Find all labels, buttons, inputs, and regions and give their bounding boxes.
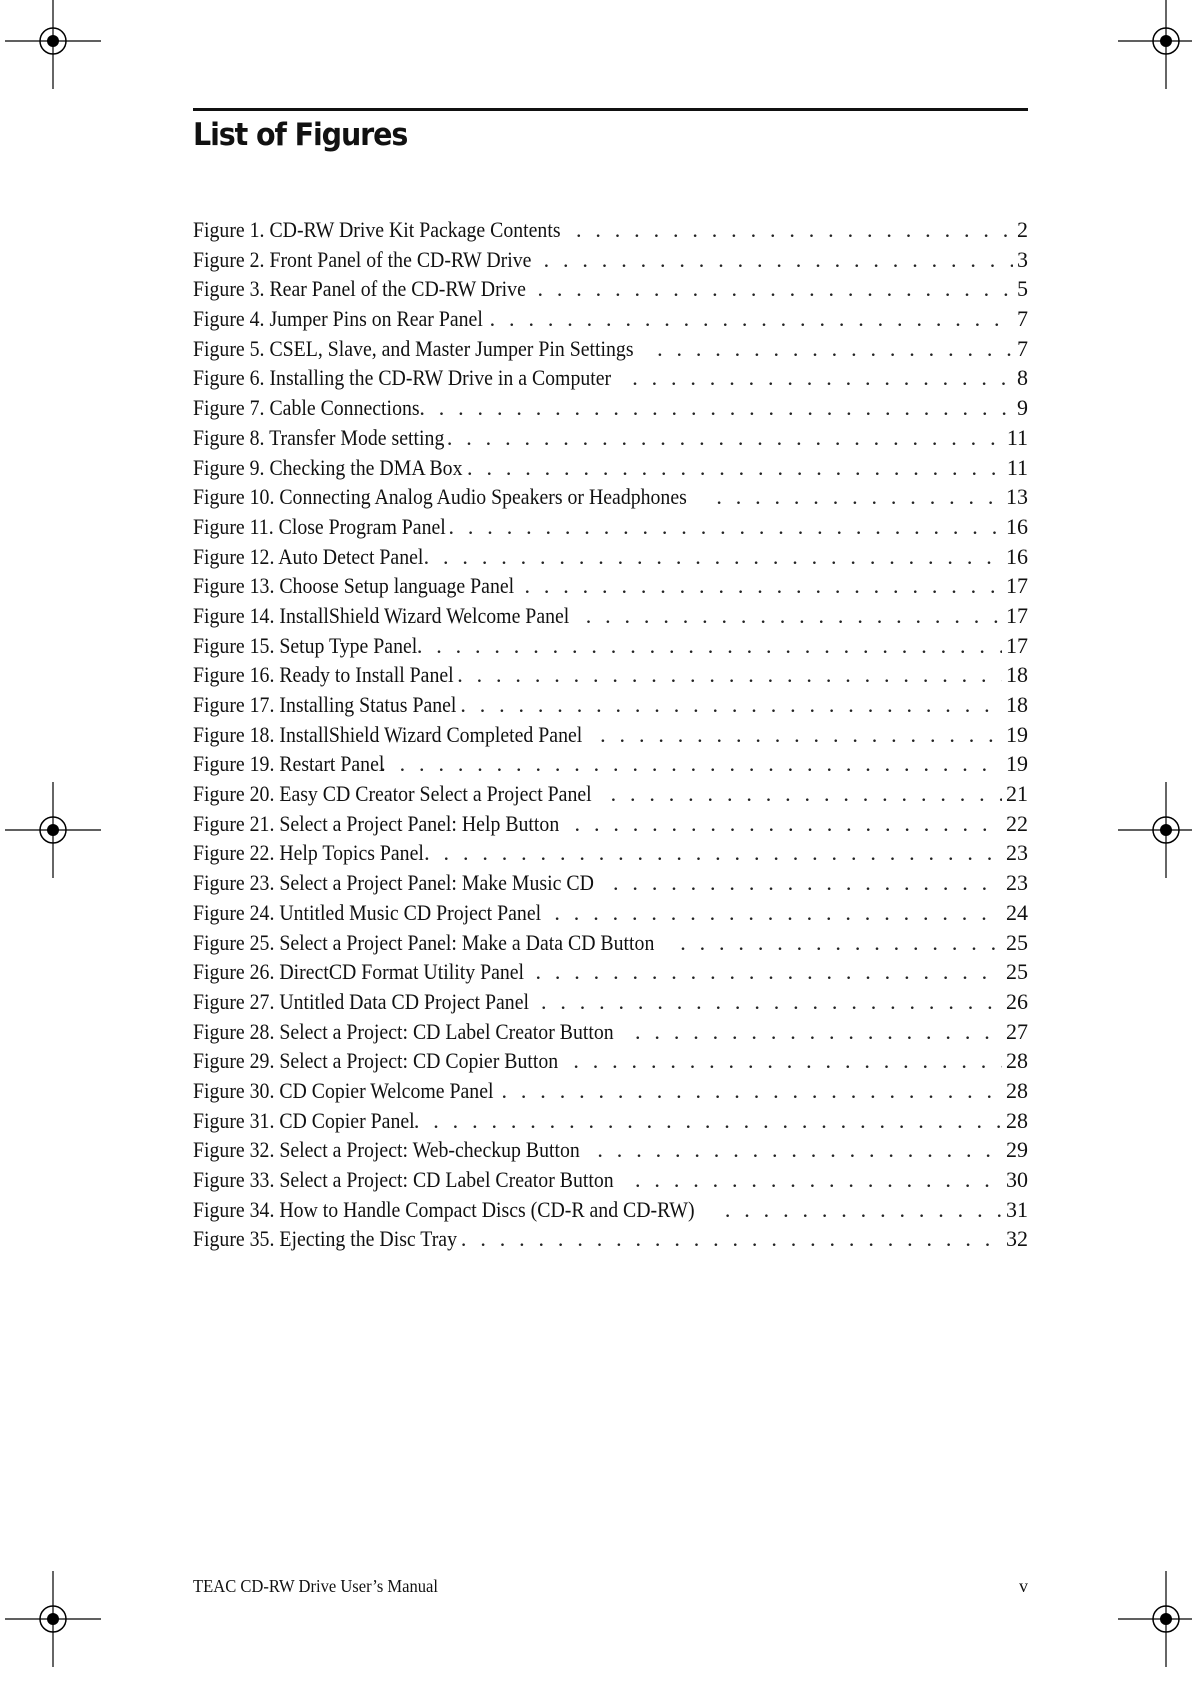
dot-leader: [672, 928, 1002, 958]
registration-mark-icon: [1118, 0, 1192, 89]
figure-label: Figure 4. Jumper Pins on Rear Panel: [193, 306, 483, 332]
figure-label: Figure 9. Checking the DMA Box: [193, 454, 463, 480]
dot-leader: [546, 898, 1002, 928]
figure-page-number: 30: [1006, 1167, 1028, 1192]
figure-entry[interactable]: [193, 245, 1028, 275]
figure-page-number: 5: [1017, 276, 1028, 302]
figure-entry[interactable]: [193, 304, 1028, 334]
page-title: List of Figures: [193, 117, 408, 153]
figure-page-number: 17: [1006, 632, 1028, 658]
registration-mark-icon: [5, 1571, 101, 1667]
figure-page-number: 28: [1006, 1077, 1028, 1103]
figure-page-number: 17: [1006, 573, 1028, 599]
figure-label: Figure 30. CD Copier Welcome Panel: [193, 1077, 494, 1103]
figure-page-number: 25: [1006, 959, 1028, 985]
figure-page-number: 27: [1006, 1018, 1028, 1044]
figure-page-number: 16: [1006, 513, 1028, 539]
figure-entry[interactable]: [193, 274, 1028, 304]
figure-page-number: 3: [1017, 246, 1028, 272]
figure-page-number: 11: [1006, 454, 1028, 480]
figure-entry[interactable]: [193, 1224, 1028, 1254]
figure-entry[interactable]: [193, 720, 1028, 750]
figure-entry[interactable]: [193, 779, 1028, 809]
figure-label: Figure 27. Untitled Data CD Project Panel: [193, 988, 529, 1014]
figure-entry[interactable]: [193, 215, 1028, 245]
registration-mark-icon: [1118, 1571, 1192, 1667]
figure-entry[interactable]: [193, 363, 1028, 393]
figure-entry[interactable]: [193, 1106, 1028, 1136]
figure-entry[interactable]: [193, 542, 1028, 572]
figure-page-number: 16: [1006, 543, 1028, 569]
registration-mark-icon: [1118, 782, 1192, 878]
figure-label: Figure 7. Cable Connections: [193, 395, 420, 421]
dot-leader: [416, 838, 1002, 868]
figure-label: Figure 15. Setup Type Panel: [193, 632, 418, 658]
figure-page-number: 32: [1006, 1226, 1028, 1252]
figure-page-number: 25: [1006, 929, 1028, 955]
dot-leader: [603, 779, 1002, 809]
figure-label: Figure 16. Ready to Install Panel: [193, 662, 454, 688]
figure-entry[interactable]: [193, 453, 1028, 483]
figure-label: Figure 20. Easy CD Creator Select a Project Panel: [193, 781, 592, 807]
figure-entry[interactable]: [193, 690, 1028, 720]
figure-page-number: 7: [1017, 306, 1028, 332]
figure-label: Figure 8. Transfer Mode setting: [193, 424, 445, 450]
figure-page-number: 17: [1006, 602, 1028, 628]
dot-leader: [409, 631, 1002, 661]
dot-leader: [568, 215, 1013, 245]
figure-label: Figure 10. Connecting Analog Audio Speakers or Headphones: [193, 484, 687, 510]
figure-entry[interactable]: [193, 838, 1028, 868]
dot-leader: [459, 453, 1003, 483]
figure-page-number: 21: [1006, 781, 1028, 807]
registration-mark-icon: [5, 782, 101, 878]
figure-entry[interactable]: [193, 928, 1028, 958]
dot-leader: [372, 749, 1002, 779]
figure-page-number: 18: [1006, 692, 1028, 717]
title-rule: [193, 108, 1028, 111]
figure-page-number: 24: [1006, 899, 1028, 925]
figure-label: Figure 11. Close Program Panel: [193, 513, 446, 539]
registration-mark-icon: [5, 0, 101, 89]
dot-leader: [717, 1195, 1002, 1225]
footer-manual-title: TEAC CD-RW Drive User’s Manual: [193, 1576, 439, 1596]
figure-entry[interactable]: [193, 1046, 1028, 1076]
dot-leader: [578, 601, 1002, 631]
figure-entry[interactable]: [193, 482, 1028, 512]
figure-entry[interactable]: [193, 749, 1028, 779]
dot-leader: [605, 868, 1002, 898]
figure-entry[interactable]: [193, 957, 1028, 987]
figure-label: Figure 3. Rear Panel of the CD-RW Drive: [193, 276, 526, 302]
dot-leader: [536, 245, 1013, 275]
figure-entry[interactable]: [193, 423, 1028, 453]
figure-entry[interactable]: [193, 809, 1028, 839]
dot-leader: [482, 304, 1013, 334]
figure-page-number: 7: [1017, 335, 1028, 361]
dot-leader: [565, 1046, 1002, 1076]
figure-page-number: 23: [1006, 840, 1028, 866]
dot-leader: [624, 363, 1013, 393]
figure-label: Figure 5. CSEL, Slave, and Master Jumper Pin Settings: [193, 335, 634, 361]
dot-leader: [411, 393, 1013, 423]
figure-label: Figure 18. InstallShield Wizard Completed Panel: [193, 721, 583, 747]
figure-label: Figure 1. CD-RW Drive Kit Package Contents: [193, 217, 561, 242]
dot-leader: [627, 1017, 1002, 1047]
figure-entry[interactable]: [193, 334, 1028, 364]
figure-label: Figure 28. Select a Project: CD Label Creator Button: [193, 1018, 614, 1044]
dot-leader: [567, 809, 1002, 839]
figure-entry[interactable]: [193, 1135, 1028, 1165]
dot-leader: [708, 482, 1002, 512]
figure-page-number: 19: [1006, 751, 1028, 777]
figure-entry[interactable]: [193, 660, 1028, 690]
figure-entry[interactable]: [193, 1076, 1028, 1106]
figure-page-number: 29: [1006, 1137, 1028, 1163]
dot-leader: [527, 957, 1002, 987]
figure-page-number: 9: [1017, 395, 1028, 421]
figure-label: Figure 32. Select a Project: Web-checkup Button: [193, 1137, 580, 1163]
dot-leader: [406, 1106, 1002, 1136]
dot-leader: [439, 423, 1003, 453]
dot-leader: [592, 720, 1002, 750]
figure-label: Figure 24. Untitled Music CD Project Panel: [193, 899, 542, 925]
figure-label: Figure 29. Select a Project: CD Copier Button: [193, 1048, 559, 1074]
figure-page-number: 22: [1006, 810, 1028, 836]
figure-page-number: 19: [1006, 721, 1028, 747]
figure-page-number: 8: [1017, 365, 1028, 391]
figure-entry[interactable]: [193, 868, 1028, 898]
figure-label: Figure 2. Front Panel of the CD-RW Drive: [193, 246, 532, 272]
figure-label: Figure 25. Select a Project Panel: Make a Data CD Button: [193, 929, 655, 955]
figure-page-number: 2: [1017, 217, 1028, 242]
figure-label: Figure 17. Installing Status Panel: [193, 692, 457, 717]
figure-label: Figure 12. Auto Detect Panel: [193, 543, 424, 569]
figure-label: Figure 13. Choose Setup language Panel: [193, 573, 515, 599]
figure-label: Figure 35. Ejecting the Disc Tray: [193, 1226, 457, 1252]
figure-label: Figure 33. Select a Project: CD Label Creator Button: [193, 1167, 614, 1192]
figure-label: Figure 6. Installing the CD-RW Drive in a Computer: [193, 365, 612, 391]
figure-entry[interactable]: [193, 1165, 1028, 1195]
dot-leader: [494, 1076, 1003, 1106]
figure-label: Figure 34. How to Handle Compact Discs (CD-R and CD-RW): [193, 1196, 695, 1222]
footer-page-number: v: [1019, 1576, 1028, 1596]
figure-label: Figure 26. DirectCD Format Utility Panel: [193, 959, 525, 985]
figure-entry[interactable]: [193, 631, 1028, 661]
figure-label: Figure 19. Restart Panel: [193, 751, 385, 777]
figure-entry[interactable]: [193, 571, 1028, 601]
figure-label: Figure 22. Help Topics Panel: [193, 840, 424, 866]
dot-leader: [441, 512, 1003, 542]
dot-leader: [516, 571, 1002, 601]
list-of-figures: [193, 215, 1028, 1254]
figure-label: Figure 31. CD Copier Panel: [193, 1107, 415, 1133]
figure-label: Figure 14. InstallShield Wizard Welcome Panel: [193, 602, 570, 628]
dot-leader: [649, 334, 1013, 364]
figure-entry[interactable]: [193, 1017, 1028, 1047]
figure-entry[interactable]: [193, 898, 1028, 928]
figure-entry[interactable]: [193, 1195, 1028, 1225]
figure-page-number: 13: [1006, 484, 1028, 510]
dot-leader: [529, 274, 1013, 304]
dot-leader: [453, 1224, 1002, 1254]
dot-leader: [533, 987, 1002, 1017]
figure-entry[interactable]: [193, 987, 1028, 1017]
figure-page-number: 28: [1006, 1048, 1028, 1074]
dot-leader: [627, 1165, 1002, 1195]
dot-leader: [416, 542, 1002, 572]
figure-page-number: 31: [1006, 1196, 1028, 1222]
figure-entry[interactable]: [193, 601, 1028, 631]
dot-leader: [449, 660, 1002, 690]
figure-page-number: 28: [1006, 1107, 1028, 1133]
figure-label: Figure 23. Select a Project Panel: Make Music CD: [193, 870, 594, 896]
figure-label: Figure 21. Select a Project Panel: Help Button: [193, 810, 560, 836]
figure-page-number: 26: [1006, 988, 1028, 1014]
figure-page-number: 18: [1006, 662, 1028, 688]
figure-entry[interactable]: [193, 393, 1028, 423]
dot-leader: [452, 690, 1002, 720]
figure-entry[interactable]: [193, 512, 1028, 542]
dot-leader: [589, 1135, 1002, 1165]
figure-page-number: 23: [1006, 870, 1028, 896]
figure-page-number: 11: [1006, 424, 1028, 450]
